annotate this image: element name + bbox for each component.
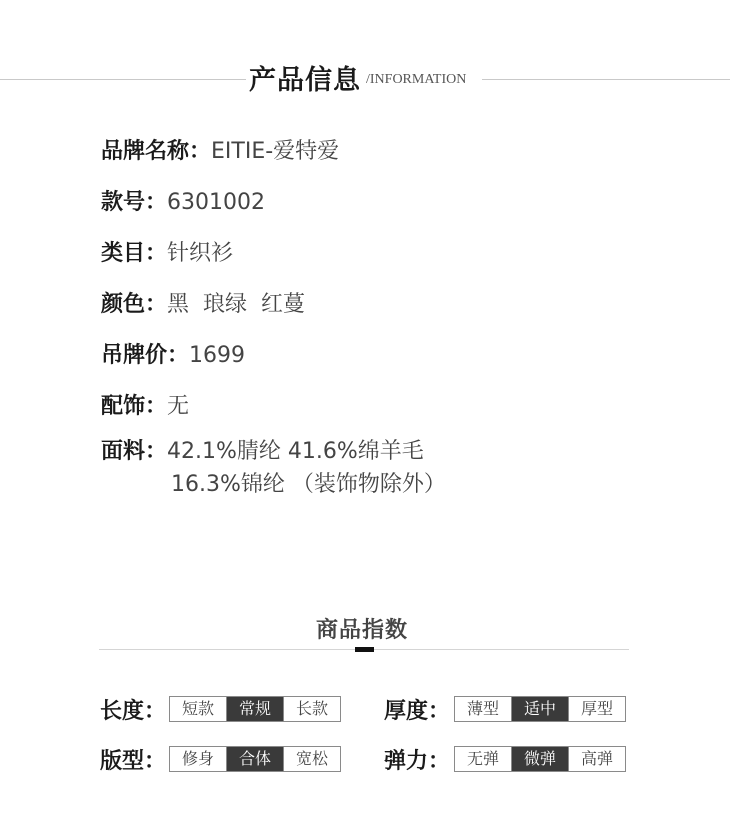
option-long: 长款 xyxy=(283,697,340,721)
option-slim: 修身 xyxy=(181,749,214,768)
info-value: 6301002 xyxy=(167,190,265,215)
attr-scale-fit xyxy=(169,746,341,772)
option-medium-selected: 适中 xyxy=(511,697,568,721)
option-no-stretch: 无弹 xyxy=(466,749,499,768)
attr-label-length: 长度： xyxy=(100,699,167,724)
option-regular-selected: 常规 xyxy=(226,697,283,721)
info-row-fabric xyxy=(101,434,424,465)
info-label: 类目： xyxy=(101,241,168,266)
option-fitted-selected: 合体 xyxy=(226,747,283,771)
info-value: 针织衫 xyxy=(167,241,234,266)
info-label: 配饰： xyxy=(101,394,168,419)
info-value: 无 xyxy=(167,394,190,419)
info-row-accessory xyxy=(101,389,189,420)
section-title-product-info: 产品信息 xyxy=(249,65,361,96)
info-value: 1699 xyxy=(189,343,246,368)
info-row-style-number xyxy=(101,185,265,216)
attr-label-elasticity: 弹力： xyxy=(384,749,451,774)
info-label: 颜色： xyxy=(101,292,168,317)
info-row-category xyxy=(101,236,233,267)
info-value: 黑 琅绿 红蔓 xyxy=(167,292,305,317)
header-divider-right xyxy=(482,79,730,80)
section-title-underline-mark xyxy=(355,647,374,652)
attr-scale-length xyxy=(169,696,341,722)
attr-label-thickness: 厚度： xyxy=(384,699,451,724)
info-row-tag-price xyxy=(101,338,245,369)
info-value: EITIE-爱特爱 xyxy=(211,139,340,164)
option-thin: 薄型 xyxy=(466,699,499,718)
info-fabric-continuation: 16.3%锦纶 （装饰物除外） xyxy=(171,472,446,497)
header-divider-left xyxy=(0,79,246,80)
section-title-product-index: 商品指数 xyxy=(316,618,409,643)
option-slight-stretch-selected: 微弹 xyxy=(511,747,568,771)
info-row-color xyxy=(101,287,305,318)
info-label: 品牌名称： xyxy=(101,139,212,164)
section-subtitle-information: /INFORMATION xyxy=(366,72,467,87)
info-row-brand xyxy=(101,134,339,165)
info-label: 面料： xyxy=(101,439,168,464)
attr-scale-thickness xyxy=(454,696,626,722)
option-short: 短款 xyxy=(181,699,214,718)
option-high-stretch: 高弹 xyxy=(568,747,625,771)
option-loose: 宽松 xyxy=(283,747,340,771)
info-value: 42.1%腈纶 41.6%绵羊毛 xyxy=(167,439,424,464)
attr-label-fit: 版型： xyxy=(100,749,167,774)
info-label: 吊牌价： xyxy=(101,343,190,368)
info-label: 款号： xyxy=(101,190,168,215)
attr-scale-elasticity xyxy=(454,746,626,772)
option-thick: 厚型 xyxy=(568,697,625,721)
